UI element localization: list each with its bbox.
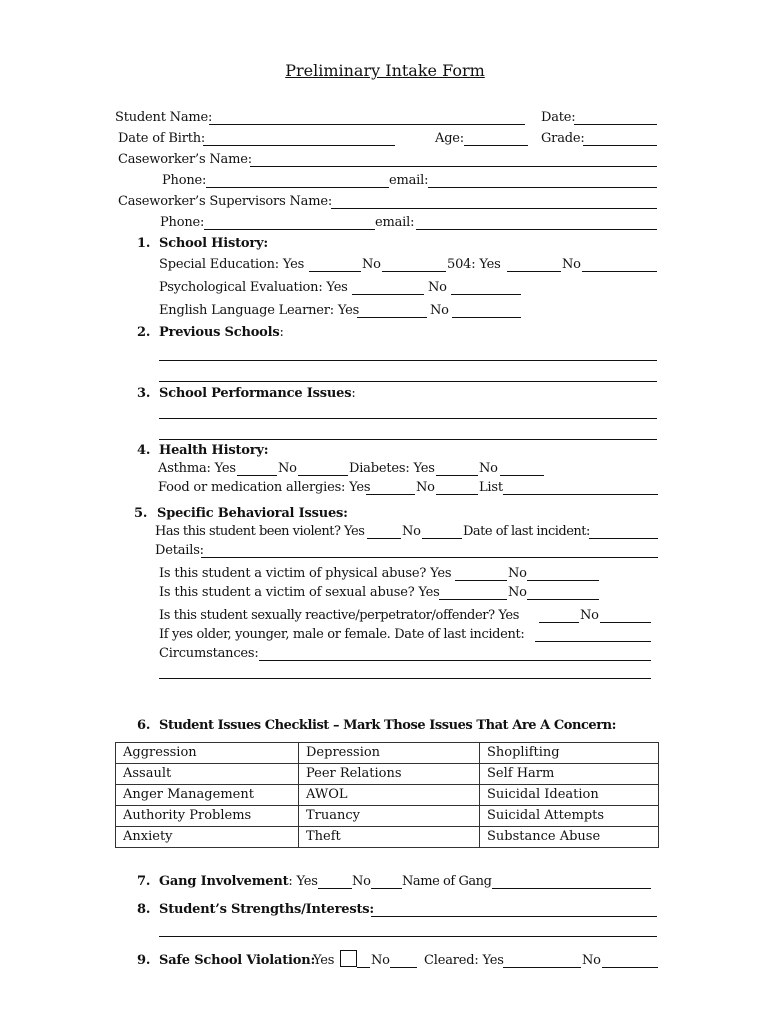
section-3-colon: :	[351, 386, 356, 401]
table-row	[116, 764, 659, 785]
details-label: Details:	[155, 543, 204, 558]
checklist-cell[interactable]: Depression	[299, 743, 480, 764]
cleared-label: Cleared: Yes	[424, 953, 504, 968]
checklist-cell[interactable]: Theft	[299, 827, 480, 848]
circumstances-label: Circumstances:	[159, 646, 259, 661]
section-6-title: Student Issues Checklist – Mark Those Issues That Are A Concern:	[159, 718, 616, 733]
psych-eval-no-label: No	[428, 280, 447, 295]
section-5-title: Specific Behavioral Issues:	[157, 506, 348, 521]
physical-abuse-no-field[interactable]	[527, 580, 599, 581]
psych-eval-label: Psychological Evaluation: Yes	[159, 280, 348, 295]
performance-issues-line-1[interactable]	[159, 418, 657, 419]
sexually-reactive-no-label: No	[580, 608, 599, 623]
section-7-heading	[159, 874, 318, 890]
504-no-field[interactable]	[582, 271, 657, 272]
diabetes-no-field[interactable]	[500, 475, 544, 476]
checklist-cell[interactable]: Anger Management	[116, 785, 299, 806]
violent-no-label: No	[402, 524, 421, 539]
date-label: Date:	[541, 110, 576, 125]
checklist-cell[interactable]: AWOL	[299, 785, 480, 806]
strengths-field-1[interactable]	[371, 916, 657, 917]
psych-eval-no-field[interactable]	[451, 294, 521, 295]
allergies-list-field[interactable]	[503, 494, 658, 495]
violent-yes-field[interactable]	[367, 538, 401, 539]
section-1-number: 1.	[137, 236, 151, 251]
age-label: Age:	[435, 131, 464, 146]
last-incident-field[interactable]	[589, 538, 658, 539]
allergies-no-field[interactable]	[436, 494, 478, 495]
date-field[interactable]	[574, 124, 657, 125]
checklist-cell[interactable]: Anxiety	[116, 827, 299, 848]
special-ed-label: Special Education: Yes	[159, 257, 305, 272]
psych-eval-yes-field[interactable]	[352, 294, 424, 295]
details-field[interactable]	[201, 557, 658, 558]
physical-abuse-yes-field[interactable]	[455, 580, 507, 581]
previous-schools-line-1[interactable]	[159, 360, 657, 361]
age-field[interactable]	[464, 145, 528, 146]
section-3-title: School Performance Issues	[159, 386, 352, 401]
performance-issues-line-2[interactable]	[159, 439, 657, 440]
checklist-cell[interactable]: Assault	[116, 764, 299, 785]
cleared-no-label: No	[582, 953, 601, 968]
gang-name-label: Name of Gang	[402, 874, 492, 889]
ell-label: English Language Learner: Yes	[159, 303, 360, 318]
sexually-reactive-label: Is this student sexually reactive/perpetrator/offender? Yes	[159, 608, 520, 623]
violation-no-label: No	[371, 953, 390, 968]
dob-label: Date of Birth:	[118, 131, 206, 146]
sexual-abuse-no-field[interactable]	[527, 599, 599, 600]
dob-field[interactable]	[203, 145, 395, 146]
violation-yes-label: Yes	[313, 953, 335, 968]
asthma-no-field[interactable]	[298, 475, 348, 476]
if-yes-label: If yes older, younger, male or female. Date of last incident:	[159, 627, 525, 642]
asthma-label: Asthma: Yes	[158, 461, 236, 476]
section-7-number: 7.	[137, 874, 151, 889]
ell-yes-field[interactable]	[357, 317, 427, 318]
allergies-no-label: No	[416, 480, 435, 495]
sexual-abuse-no-label: No	[508, 585, 527, 600]
violent-label: Has this student been violent? Yes	[155, 524, 365, 539]
section-3-heading	[159, 386, 356, 402]
checklist-cell[interactable]: Substance Abuse	[480, 827, 659, 848]
checklist-cell[interactable]: Suicidal Ideation	[480, 785, 659, 806]
caseworker-name-field[interactable]	[250, 166, 657, 167]
physical-abuse-no-label: No	[508, 566, 527, 581]
violent-no-field[interactable]	[422, 538, 462, 539]
section-9-title: Safe School Violation:	[159, 953, 316, 968]
diabetes-label: Diabetes: Yes	[349, 461, 435, 476]
allergies-label: Food or medication allergies: Yes	[158, 480, 371, 495]
table-row	[116, 785, 659, 806]
issues-checklist-table	[115, 742, 659, 848]
checklist-cell[interactable]: Aggression	[116, 743, 299, 764]
supervisor-phone-label: Phone:	[160, 215, 205, 230]
section-7-yes-label: : Yes	[288, 874, 318, 889]
grade-label: Grade:	[541, 131, 585, 146]
circumstances-field-2[interactable]	[159, 678, 651, 679]
section-1-title: School History:	[159, 236, 268, 251]
student-name-label: Student Name:	[115, 110, 213, 125]
checklist-cell[interactable]: Self Harm	[480, 764, 659, 785]
email-label: email:	[389, 173, 429, 188]
student-name-field[interactable]	[209, 124, 525, 125]
section-4-number: 4.	[137, 443, 151, 458]
section-2-title: Previous Schools	[159, 325, 280, 340]
cleared-no-field[interactable]	[602, 967, 658, 968]
checklist-cell[interactable]: Authority Problems	[116, 806, 299, 827]
checklist-cell[interactable]: Truancy	[299, 806, 480, 827]
grade-field[interactable]	[583, 145, 657, 146]
allergies-list-label: List	[479, 480, 503, 495]
table-row	[116, 743, 659, 764]
section-5-number: 5.	[134, 506, 148, 521]
section-2-colon: :	[279, 325, 284, 340]
special-ed-no-field[interactable]	[382, 271, 446, 272]
special-ed-yes-field[interactable]	[309, 271, 361, 272]
section-2-number: 2.	[137, 325, 151, 340]
checklist-cell[interactable]: Peer Relations	[299, 764, 480, 785]
section-8-title: Student’s Strengths/Interests:	[159, 902, 374, 917]
asthma-yes-field[interactable]	[237, 475, 277, 476]
form-title: Preliminary Intake Form	[285, 61, 485, 80]
sexual-abuse-yes-field[interactable]	[439, 599, 507, 600]
gang-no-label: No	[352, 874, 371, 889]
physical-abuse-label: Is this student a victim of physical abuse? Yes	[159, 566, 452, 581]
asthma-no-label: No	[278, 461, 297, 476]
checklist-cell[interactable]: Suicidal Attempts	[480, 806, 659, 827]
sexually-reactive-yes-field[interactable]	[539, 622, 579, 623]
strengths-field-2[interactable]	[159, 936, 657, 937]
supervisor-name-label: Caseworker’s Supervisors Name:	[118, 194, 333, 209]
gang-name-field[interactable]	[492, 888, 651, 889]
special-ed-no-label: No	[362, 257, 381, 272]
email-field[interactable]	[428, 187, 657, 188]
section-7-title: Gang Involvement	[159, 874, 289, 889]
cleared-yes-field[interactable]	[503, 967, 581, 968]
section-8-number: 8.	[137, 902, 151, 917]
supervisor-email-label: email:	[375, 215, 415, 230]
504-no-label: No	[562, 257, 581, 272]
ell-no-field[interactable]	[452, 317, 521, 318]
phone-label: Phone:	[162, 173, 207, 188]
section-3-number: 3.	[137, 386, 151, 401]
504-yes-field[interactable]	[507, 271, 561, 272]
violation-no-field[interactable]	[390, 967, 417, 968]
supervisor-phone-field[interactable]	[204, 229, 375, 230]
gang-yes-field[interactable]	[318, 888, 352, 889]
last-incident-label: Date of last incident:	[463, 524, 590, 539]
supervisor-name-field[interactable]	[331, 208, 657, 209]
sexually-reactive-no-field[interactable]	[600, 622, 651, 623]
table-row	[116, 806, 659, 827]
gang-no-field[interactable]	[371, 888, 402, 889]
supervisor-email-field[interactable]	[416, 229, 657, 230]
phone-field[interactable]	[206, 187, 389, 188]
section-2-heading	[159, 325, 284, 341]
504-label: 504: Yes	[447, 257, 501, 272]
sexual-abuse-label: Is this student a victim of sexual abuse? Yes	[159, 585, 440, 600]
ell-no-label: No	[430, 303, 449, 318]
previous-schools-line-2[interactable]	[159, 381, 657, 382]
diabetes-yes-field[interactable]	[436, 475, 478, 476]
allergies-yes-field[interactable]	[366, 494, 415, 495]
section-4-title: Health History:	[159, 443, 269, 458]
section-9-number: 9.	[137, 953, 151, 968]
if-yes-incident-field[interactable]	[535, 641, 651, 642]
violation-yes-field[interactable]	[357, 967, 370, 968]
checklist-cell[interactable]: Shoplifting	[480, 743, 659, 764]
section-6-number: 6.	[137, 718, 151, 733]
violation-yes-checkbox[interactable]	[340, 950, 357, 967]
diabetes-no-label: No	[479, 461, 498, 476]
caseworker-name-label: Caseworker’s Name:	[118, 152, 252, 167]
circumstances-field-1[interactable]	[259, 660, 651, 661]
table-row	[116, 827, 659, 848]
